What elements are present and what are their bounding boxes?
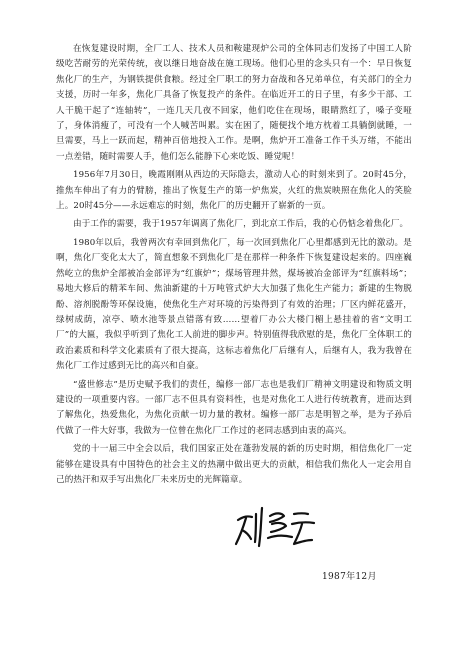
paragraph-chronicle: “盛世修志”是历史赋予我们的责任，编修一部厂志也是我们厂精神文明建设和物质文明建设的一项重要内容。一部厂志不但具有资料性，也是对焦化工人进行传统教育，进而达到了解焦化，热爱焦化，为焦化贡献一切力量的教材。编修一部厂志是明智之举，是为子孙后代做了一件大好事，我做为一位曾在焦化厂工作过的老同志感到由衷的高兴。 [56, 379, 412, 436]
paragraph-restoration: 在恢复建设时期，全厂工人、技术人员和鞍建现炉公司的全体同志们发扬了中国工人阶级吃苦耐劳的光荣传统，夜以继日地奋战在施工现场。他们心里的念头只有一个：早日恢复焦化厂的生产，为钢铁提供食粮。经过全厂职工的努力奋战和各兄弟单位，有关部门的全力支援，历时一年多，焦化厂具备了恢复投产的条件。在临近开工的日子里，有多少干部、工人干脆干起了“连轴转”，一连几天几夜不回家，他们吃住在现场，眼睛熬红了，嗓子变哑了，身体消瘦了，可没有一个人喊苦叫累。实在困了，随便找个地方枕着工具躺倒就睡，一旦需要，马上一跃而起，精神百倍地投入工作。是啊，焦炉开工准备工作千头万绪，不能出一点差错，随时需要人手，他们怎么能静下心来吃饭、睡觉呢！ [56, 44, 412, 162]
paragraph-first-coke: 1956年7月30日，晚霞刚刚从西边的天际隐去，激动人心的时刻来到了。20时45分，推焦车伸出了有力的臂膀，推出了恢复生产的第一炉焦炭，火红的焦炭映照在焦化人的笑脸上。20时45分——永远难忘的时刻，焦化厂的历史翻开了崭新的一页。 [56, 170, 412, 212]
date-line: 1987年12月 [322, 572, 377, 582]
body-text [56, 42, 412, 491]
paragraph-revisit: 1980年以后，我曾两次有幸回到焦化厂，每一次回到焦化厂心里都感到无比的激动。是啊，焦化厂变化太大了，简直想象不到焦化厂是在那样一种条件下恢复建设起来的。四座巍然屹立的焦炉全部被冶金部评为“红旗炉”；煤场管理井然，煤场被冶金部评为“红旗料场”；易地大修后的精苯车间、焦油新建的十万吨管式炉大大加强了焦化生产能力；新建的生物脱酚、溶剂脱酚等环保设施，使焦化生产对环境的污染得到了有效的治理；厂区内鲜花盛开，绿树成荫，凉亭、喷水池等景点错落有致……望着厂办公大楼门楣上悬挂着的省“文明工厂”的大匾，我似乎听到了焦化工人前进的脚步声。特别值得我欣慰的是，焦化厂全体职工的政治素质和科学文化素质有了很大提高，这标志着焦化厂后继有人，后继有人，我为我曾在焦化厂工作过感到无比的高兴和自豪。 [56, 237, 412, 372]
handwritten-signature [232, 502, 322, 550]
paragraph-transfer: 由于工作的需要，我于1957年调离了焦化厂，到北京工作后，我的心仍惦念着焦化厂。 [73, 219, 409, 230]
paragraph-future: 党的十一届三中全会以后，我们国家正处在蓬勃发展的新的历史时期，相信焦化厂一定能够在建设具有中国特色的社会主义的热潮中做出更大的贡献，相信我们焦化人一定会用自己的热汗和双手写出焦化厂未来历史的光辉篇章。 [56, 444, 412, 485]
